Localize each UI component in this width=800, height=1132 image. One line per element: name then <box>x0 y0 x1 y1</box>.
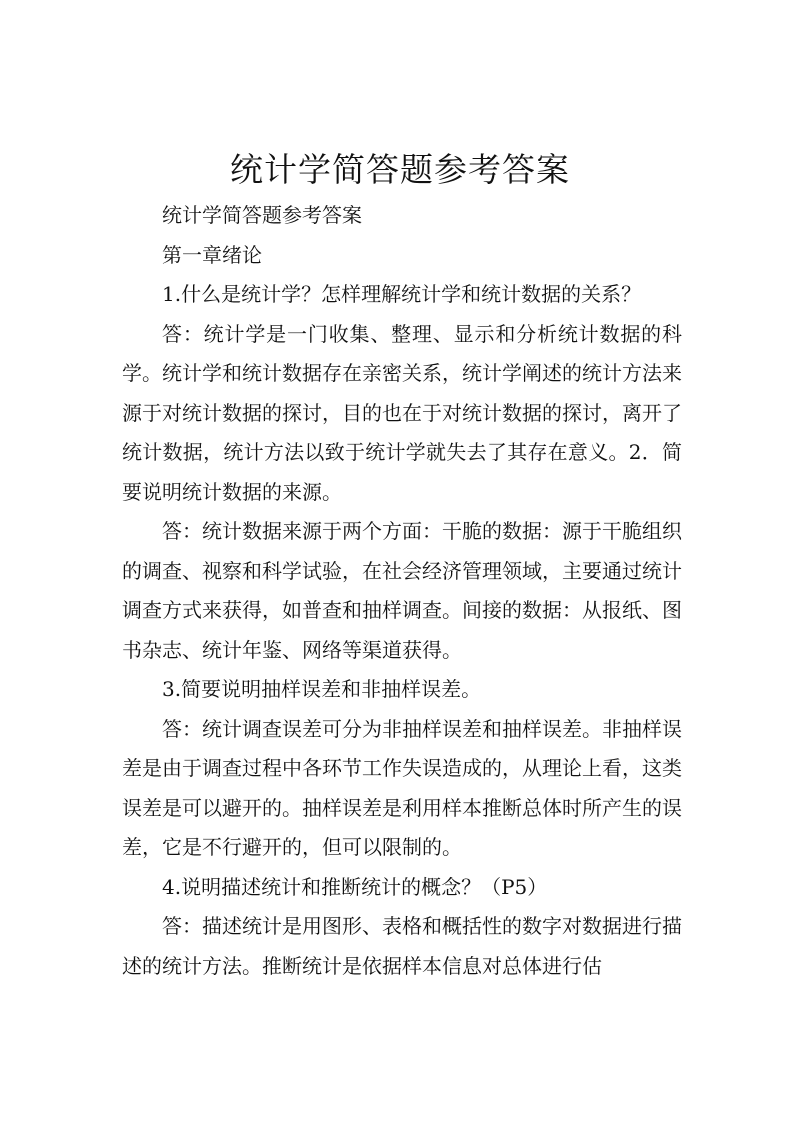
paragraph-subtitle: 统计学简答题参考答案 <box>162 203 362 227</box>
paragraph-question-4: 4.说明描述统计和推断统计的概念？（P5） <box>162 874 548 899</box>
paragraph-answer-4: 答：描述统计是用图形、表格和概括性的数字对数据进行描述的统计方法。推断统计是依据样本信息对总体进行估 <box>122 914 682 978</box>
paragraph-question-1: 1.什么是统计学？怎样理解统计学和统计数据的关系？ <box>162 282 642 306</box>
paragraph-answer-1: 答：统计学是一门收集、整理、显示和分析统计数据的科学。统计学和统计数据存在亲密关系，统计学阐述的统计方法来源于对统计数据的探讨，目的也在于对统计数据的探讨，离开了统计数据，统计方法以致于统计学就失去了其存在意义。2．简要说明统计数据的来源。 <box>122 321 682 504</box>
paragraph-chapter-heading: 第一章绪论 <box>162 242 262 267</box>
paragraph-answer-3: 答：统计调查误差可分为非抽样误差和抽样误差。非抽样误差是由于调查过程中各环节工作失误造成的，从理论上看，这类误差是可以避开的。抽样误差是利用样本推断总体时所产生的误差，它是不行避开的，但可以限制的。 <box>122 716 682 859</box>
document-body <box>122 196 682 986</box>
paragraph-question-3: 3.简要说明抽样误差和非抽样误差。 <box>162 677 482 701</box>
document-title: 统计学简答题参考答案 <box>230 150 570 190</box>
paragraph-answer-2: 答：统计数据来源于两个方面：干脆的数据：源于干脆组织的调查、视察和科学试验，在社会经济管理领域，主要通过统计调查方式来获得，如普查和抽样调查。间接的数据：从报纸、图书杂志、统计年鉴、网络等渠道获得。 <box>122 519 682 662</box>
